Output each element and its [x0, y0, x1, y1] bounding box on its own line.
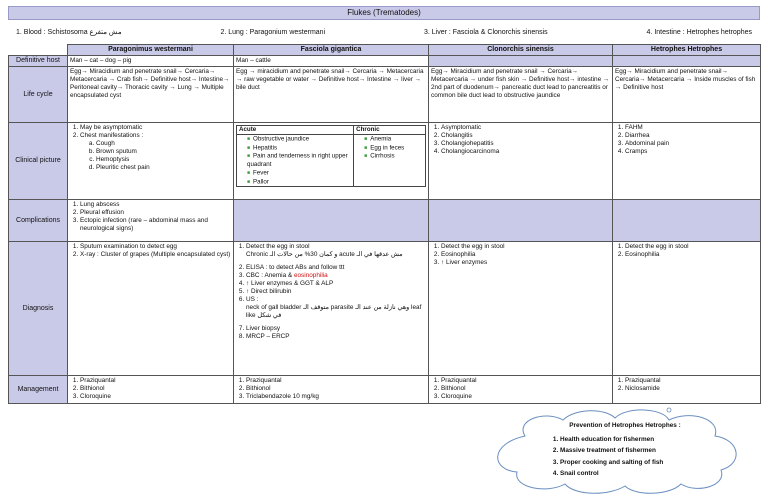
row-definitive-host [9, 56, 761, 67]
cell-complications-clonorchis [429, 200, 613, 242]
cell-management-hetrophes [613, 376, 761, 404]
list-item: 1. Praziquantal [80, 377, 231, 385]
list-item: 5. ↑ Direct bilirubin [246, 288, 426, 296]
column-header-clonorchis: Clonorchis sinensis [429, 45, 613, 56]
list-item: 2. Bithionol [246, 385, 426, 393]
list-item: 4. Cholangiocarcinoma [441, 148, 610, 156]
cell-management-paragonimus [68, 376, 234, 404]
list-item: 1. Detect the egg in stool [625, 243, 758, 251]
list-item: 2. Eosinophilia [441, 251, 610, 259]
acute-header: Acute [237, 126, 354, 135]
list-item: 3. Ectopic infection (rare – abdominal mass and neurological signs) [80, 217, 231, 233]
list-item: ■ Cirrhosis [364, 152, 423, 161]
cell-management-fasciola [234, 376, 429, 404]
row-diagnosis [9, 242, 761, 376]
acute-list-cell [237, 135, 354, 187]
prevention-callout [520, 420, 730, 480]
list-item: c. Hemoptysis [96, 156, 231, 164]
list-item: ■ Egg in feces [364, 144, 423, 153]
list-item: 2. Eosinophilia [625, 251, 758, 259]
list-item [246, 296, 426, 325]
list-item: 2. X-ray : Cluster of grapes (Multiple encapsulated cyst) [80, 251, 231, 259]
row-label-management: Management [9, 376, 68, 404]
row-label-definitive-host: Definitive host [9, 56, 68, 67]
location-intestine: 4. Intestine : Hetrophes hetrophes [646, 28, 752, 36]
highlight-eosinophilia: eosinophilia [293, 272, 328, 279]
list-item: b. Brown sputum [96, 148, 231, 156]
list-item: 3. Proper cooking and salting of fish [560, 457, 730, 469]
list-item-text: Detect the egg in stool [246, 243, 310, 250]
list-item: 1. Asymptomatic [441, 124, 610, 132]
list-item: 2. Massive treatment of fishermen [560, 445, 730, 457]
header-empty [9, 45, 68, 56]
cell-clinical-paragonimus [68, 123, 234, 200]
cell-clinical-fasciola [234, 123, 429, 200]
cell-lifecycle-fasciola: Egg → miracidium and penetrate snail→ Cercaria → Metacercaria → raw vegetable or water → Definitive host→ Intestine → liver → bile duct [234, 67, 429, 123]
list-item: 4. ↑ Liver enzymes & GGT & ALP [246, 280, 426, 288]
list-item: 3. Cholangiohepatitis [441, 140, 610, 148]
row-life-cycle [9, 67, 761, 123]
list-item-text: CBC : Anemia & [246, 272, 294, 279]
list-item: ■ Anemia [364, 135, 423, 144]
arabic-note: مش عدقها في الـ acute و كمان 30% من حالات الـ Chronic [246, 251, 403, 258]
list-item: 3. Triclabendazole 10 mg/kg [246, 393, 426, 401]
cell-diagnosis-hetrophes [613, 242, 761, 376]
chronic-list-cell [354, 135, 426, 187]
cell-management-clonorchis [429, 376, 613, 404]
cell-host-hetrophes [613, 56, 761, 67]
list-item: 3. Cloroquine [441, 393, 610, 401]
arabic-note: neck of gall bladder متوقف الـ parasite وهي نازلة من عند الـ leaf like في شكل [246, 304, 422, 319]
chronic-header: Chronic [354, 126, 426, 135]
list-item-text: US : [246, 296, 259, 303]
page-title: Flukes (Trematodes) [8, 6, 760, 20]
list-item: 4. Cramps [625, 148, 758, 156]
list-item: 1. Praziquantal [625, 377, 758, 385]
list-item: 2. Diarrhea [625, 132, 758, 140]
row-clinical-picture [9, 123, 761, 200]
list-item-text: Chest manifestations : [80, 132, 144, 139]
list-item: d. Pleuritic chest pain [96, 164, 231, 172]
column-header-fasciola: Fasciola gigantica [234, 45, 429, 56]
list-item: 1. Lung abscess [80, 201, 231, 209]
row-label-clinical: Clinical picture [9, 123, 68, 200]
list-item: 2. Niclosamide [625, 385, 758, 393]
row-complications [9, 200, 761, 242]
list-item: 1. Praziquantal [441, 377, 610, 385]
comparison-table [8, 44, 761, 404]
location-blood: 1. Blood : Schistosoma مش متفرع [16, 29, 122, 36]
cell-host-clonorchis [429, 56, 613, 67]
cell-diagnosis-paragonimus [68, 242, 234, 376]
row-management [9, 376, 761, 404]
list-item: ■ Obstructive jaundice [247, 135, 351, 144]
list-item [246, 272, 426, 280]
list-item: 8. MRCP – ERCP [246, 333, 426, 341]
list-item: 2. Bithionol [80, 385, 231, 393]
cell-complications-paragonimus [68, 200, 234, 242]
list-item: 2. ELISA : to detect ABs and follow ttt [246, 264, 426, 272]
cell-host-paragonimus: Man – cat – dog – pig [68, 56, 234, 67]
cell-clinical-hetrophes [613, 123, 761, 200]
row-label-life-cycle: Life cycle [9, 67, 68, 123]
header-row [9, 45, 761, 56]
cell-complications-fasciola [234, 200, 429, 242]
column-header-hetrophes: Hetrophes Hetrophes [613, 45, 761, 56]
cell-clinical-clonorchis [429, 123, 613, 200]
list-item: 1. Detect the egg in stool [441, 243, 610, 251]
list-item: 3. Cloroquine [80, 393, 231, 401]
cell-host-fasciola: Man – cattle [234, 56, 429, 67]
cell-lifecycle-hetrophes: Egg→ Miracidium and penetrate snail→ Cercaria→ Metacercaria → Inside muscles of fish → Definitive host [613, 67, 761, 123]
row-label-diagnosis: Diagnosis [9, 242, 68, 376]
column-header-paragonimus: Paragonimus westermani [68, 45, 234, 56]
list-item: a. Cough [96, 140, 231, 148]
list-item: 1. Health education for fishermen [560, 434, 730, 446]
list-item: 3. ↑ Liver enzymes [441, 259, 610, 267]
list-item: 4. Snail control [560, 468, 730, 480]
list-item: ■ Fever [247, 169, 351, 178]
list-item: 1. Praziquantal [246, 377, 426, 385]
cell-lifecycle-paragonimus: Egg→ Miracidium and penetrate snail→ Cercaria→ Metacercaria → Crab fish→ Definitive host→ Intestine→ Peritoneal cavity→ Thoracic cavity → Lung → Multiple encapsulated cyst [68, 67, 234, 123]
list-item: 2. Cholangitis [441, 132, 610, 140]
list-item: 1. May be asymptomatic [80, 124, 231, 132]
list-item: ■ Pallor [247, 178, 351, 187]
cell-diagnosis-clonorchis [429, 242, 613, 376]
list-item: 7. Liver biopsy [246, 325, 426, 333]
location-list [8, 22, 760, 42]
list-item [80, 132, 231, 172]
row-label-complications: Complications [9, 200, 68, 242]
cell-lifecycle-clonorchis: Egg→ Miracidium and penetrate snail → Cercaria→ Metacercaria → under fish skin → Definitive host→ intestine → 2nd part of duodenum→ pancreatic duct lead to pancreatitis or common bile duct lead to obstructive jaundice [429, 67, 613, 123]
list-item: 1. FAHM [625, 124, 758, 132]
prevention-title: Prevention of Hetrophes Hetrophes : [569, 422, 681, 429]
location-liver: 3. Liver : Fasciola & Clonorchis sinensis [423, 28, 548, 36]
list-item: 2. Pleural effusion [80, 209, 231, 217]
list-item: 2. Bithionol [441, 385, 610, 393]
list-item: ■ Pain and tenderness in right upper quadrant [247, 152, 351, 169]
list-item [246, 243, 426, 264]
location-lung: 2. Lung : Paragonium westermani [220, 28, 326, 36]
list-item: 1. Sputum examination to detect egg [80, 243, 231, 251]
cell-complications-hetrophes [613, 200, 761, 242]
acute-chronic-table [236, 125, 426, 187]
cell-diagnosis-fasciola [234, 242, 429, 376]
list-item: 3. Abdominal pain [625, 140, 758, 148]
list-item: ■ Hepatitis [247, 144, 351, 153]
